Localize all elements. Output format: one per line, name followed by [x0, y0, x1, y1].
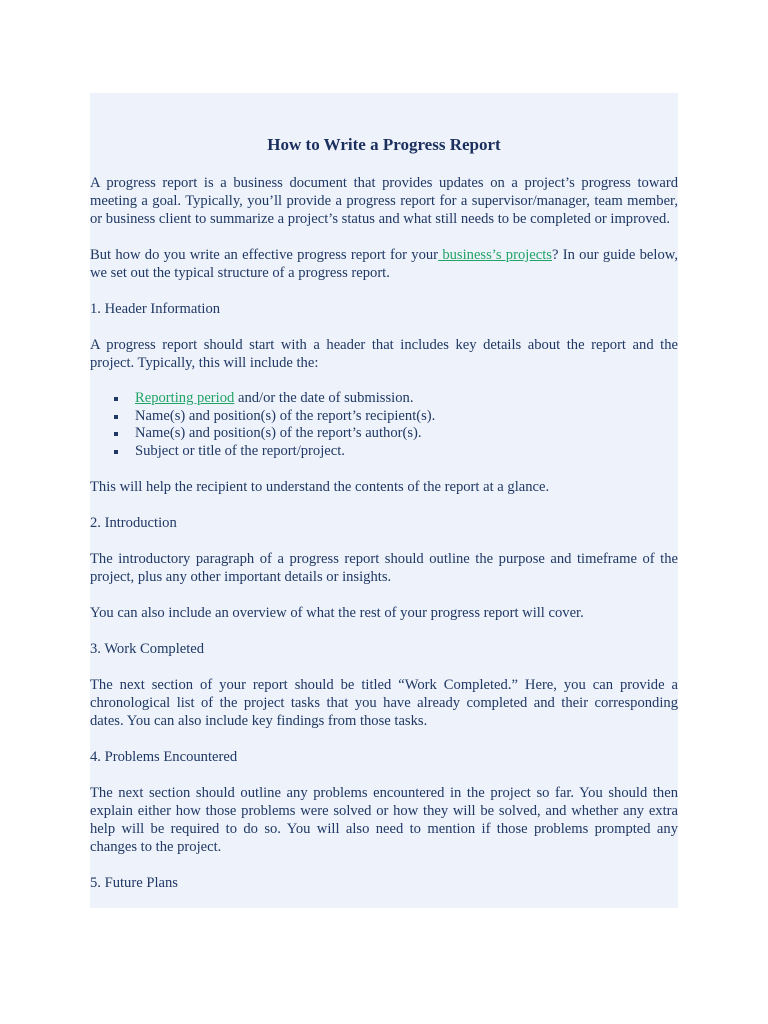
section-5-heading: 5. Future Plans [90, 875, 178, 891]
document-content [90, 93, 678, 892]
list-item [135, 443, 678, 461]
section-1-after-text: This will help the recipient to understand the contents of the report at a glance. [90, 479, 550, 495]
list-item-text: Name(s) and position(s) of the report’s recipient(s). [135, 407, 436, 424]
reporting-period-link[interactable]: Reporting period [135, 390, 235, 406]
list-item [135, 408, 678, 426]
section-1-text: A progress report should start with a header that includes key details about the report and the project. Typically, this will include the: [90, 337, 678, 371]
intro-paragraph: A progress report is a business document that provides updates on a project’s progress toward meeting a goal. Typically, you’ll provide a progress report for a supervisor/manager, team member, or business client to summarize a project’s status and what still needs to be completed or improved. [90, 175, 678, 227]
list-item-text: Name(s) and position(s) of the report’s author(s). [135, 425, 422, 441]
business-projects-link[interactable]: business’s projects [438, 247, 552, 263]
section-4-heading: 4. Problems Encountered [90, 749, 238, 765]
list-item [135, 390, 678, 408]
list-item [135, 425, 678, 443]
section-2-text-2: You can also include an overview of what the rest of your progress report will cover. [90, 605, 584, 621]
how-paragraph [90, 246, 678, 282]
document-title: How to Write a Progress Report [267, 135, 501, 154]
list-item-text: and/or the date of submission. [234, 390, 414, 406]
section-1-heading: 1. Header Information [90, 301, 221, 317]
header-items-list [90, 390, 678, 460]
section-4-text: The next section should outline any problems encountered in the project so far. You should then explain either how those problems were solved or how they will be solved, and whether any extra help will be required to do so. You will also need to mention if those problems prompted any changes to the project. [90, 785, 678, 855]
list-item-text: Subject or title of the report/project. [135, 442, 345, 459]
how-text-after: ? In our guide below, we set out the typical structure of a progress report. [90, 247, 678, 281]
how-text-before: But how do you write an effective progress report for your [90, 247, 439, 263]
section-2-text-1: The introductory paragraph of a progress report should outline the purpose and timeframe of the project, plus any other important details or insights. [90, 551, 678, 585]
section-3-heading: 3. Work Completed [90, 641, 205, 657]
section-2-heading: 2. Introduction [90, 515, 177, 531]
section-3-text: The next section of your report should be titled “Work Completed.” Here, you can provide a chronological list of the project tasks that you have already completed and their corresponding dates. You can also include key findings from those tasks. [90, 677, 678, 729]
